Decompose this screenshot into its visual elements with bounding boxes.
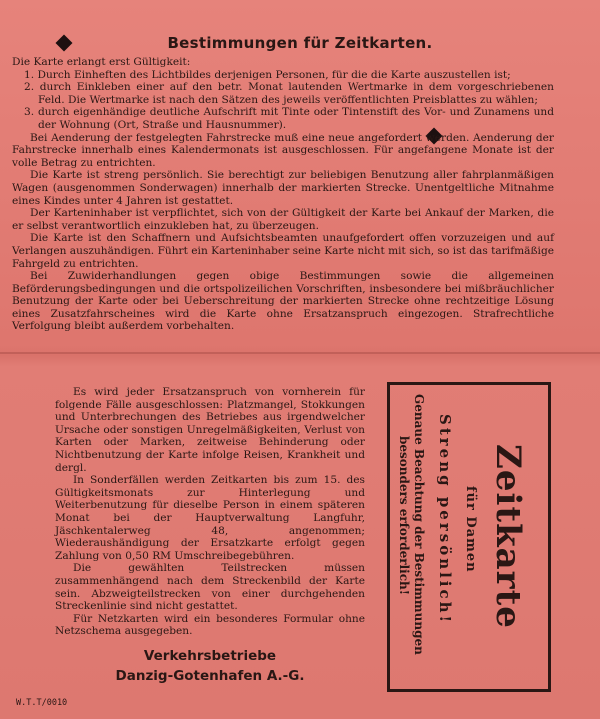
- form-code: W.T.T/0010: [16, 698, 68, 708]
- issuer-line-1: Verkehrsbetriebe: [143, 648, 277, 664]
- exclusions-paragraph: In Sonderfällen werden Zeitkarten bis zum 15. des Gültigkeitsmonats zur Hinterlegung und Weiterbenutzung für dieselbe Person in einem späteren Monat bei der Hauptverwaltung Langfuhr, Jäschkentalerweg 48, angenommen; Wiederaushändigung der Ersatzkarte erfolgt gegen Zahlung von 0,50 RM Umschreibegebühren.: [55, 474, 365, 562]
- rules-text: [12, 56, 554, 333]
- fold-line: [0, 352, 600, 354]
- panel-note-line-1: Genaue Beachtung der Bestimmungen: [412, 394, 426, 655]
- rules-paragraph: Bei Zuwiderhandlungen gegen obige Bestimmungen sowie die allgemeinen Beförderungsbedingungen und die ortspolizeilichen Vorschriften, insbesondere bei mißbräuchlicher Benutzung der Karte oder bei Ueberschreitung der markierten Strecke ohne rechtzeitige Lösung eines Zusatzfahrscheines wird die Karte ohne Ersatzanspruch eingezogen. Strafrechtliche Verfolgung bleibt außerdem vorbehalten.: [12, 270, 554, 333]
- issuer: [55, 646, 365, 686]
- panel-title: Zeitkarte: [488, 444, 528, 629]
- rules-paragraph: Bei Aenderung der festgelegten Fahrstrecke muß eine neue angefordert werden. Aenderung der Fahrstrecke innerhalb eines Kalendermonats ist ausgeschlossen. Für angefangene Monate ist der volle Betrag zu entrichten.: [12, 131, 554, 169]
- rules-intro: Die Karte erlangt erst Gültigkeit:: [12, 56, 191, 68]
- panel-strict-notice: Streng persönlich!: [436, 414, 454, 626]
- rules-title: Bestimmungen für Zeitkarten.: [167, 34, 433, 52]
- exclusions-paragraph: Für Netzkarten wird ein besonderes Formular ohne Netzschema ausgegeben.: [55, 612, 365, 638]
- panel-subtitle: für Damen: [463, 486, 478, 573]
- rule-item-3: 3. durch eigenhändige deutliche Aufschrift mit Tinte oder Tintenstift des Vor- und Zunamens und der Wohnung (Ort, Straße und Hausnummer).: [24, 106, 554, 131]
- exclusions-text: [55, 386, 365, 638]
- exclusions-paragraph: Es wird jeder Ersatzanspruch von vornherein für folgende Fälle ausgeschlossen: Platzmangel, Stokkungen und Unterbrechungen des Betriebes aus irgendwelcher Ursache oder sonstigen Unregelmäßigkeiten, Verlust von Karten oder Marken, zeitweise Behinderung oder Nichtbenutzung der Karte infolge Reisen, Krankheit und dergl.: [55, 386, 365, 474]
- rules-paragraph: Der Karteninhaber ist verpflichtet, sich von der Gültigkeit der Karte bei Ankauf der Marken, die er selbst verantwortlich einzukleben hat, zu überzeugen.: [12, 207, 554, 232]
- issuer-line-2: Danzig-Gotenhafen A.-G.: [115, 668, 305, 684]
- rule-item-2: 2. durch Einkleben einer auf den betr. Monat lautenden Wertmarke in dem vorgeschriebenen Feld. Die Wertmarke ist nach den Sätzen des jeweils veröffentlichten Preisblattes zu wählen;: [24, 81, 554, 106]
- rules-paragraph: Die Karte ist den Schaffnern und Aufsichtsbeamten unaufgefordert offen vorzuzeigen und auf Verlangen auszuhändigen. Führt ein Karteninhaber seine Karte nicht mit sich, so ist das tarifmäßige Fahrgeld zu entrichten.: [12, 232, 554, 270]
- exclusions-paragraph: Die gewählten Teilstrecken müssen zusammenhängend nach dem Streckenbild der Karte sein. Abzweigteilstrecken von einer durchgehenden Streckenlinie sind nicht gestattet.: [55, 562, 365, 613]
- panel-note-line-2: besonders erforderlich!: [397, 436, 411, 595]
- rules-paragraph: Die Karte ist streng persönlich. Sie berechtigt zur beliebigen Benutzung aller fahrplanmäßigen Wagen (ausgenommen Sonderwagen) innerhalb der markierten Strecke. Unentgeltliche Mitnahme eines Kindes unter 4 Jahren ist gestattet.: [12, 169, 554, 207]
- rule-item-1: 1. Durch Einheften des Lichtbildes derjenigen Personen, für die die Karte auszustellen ist;: [24, 68, 511, 81]
